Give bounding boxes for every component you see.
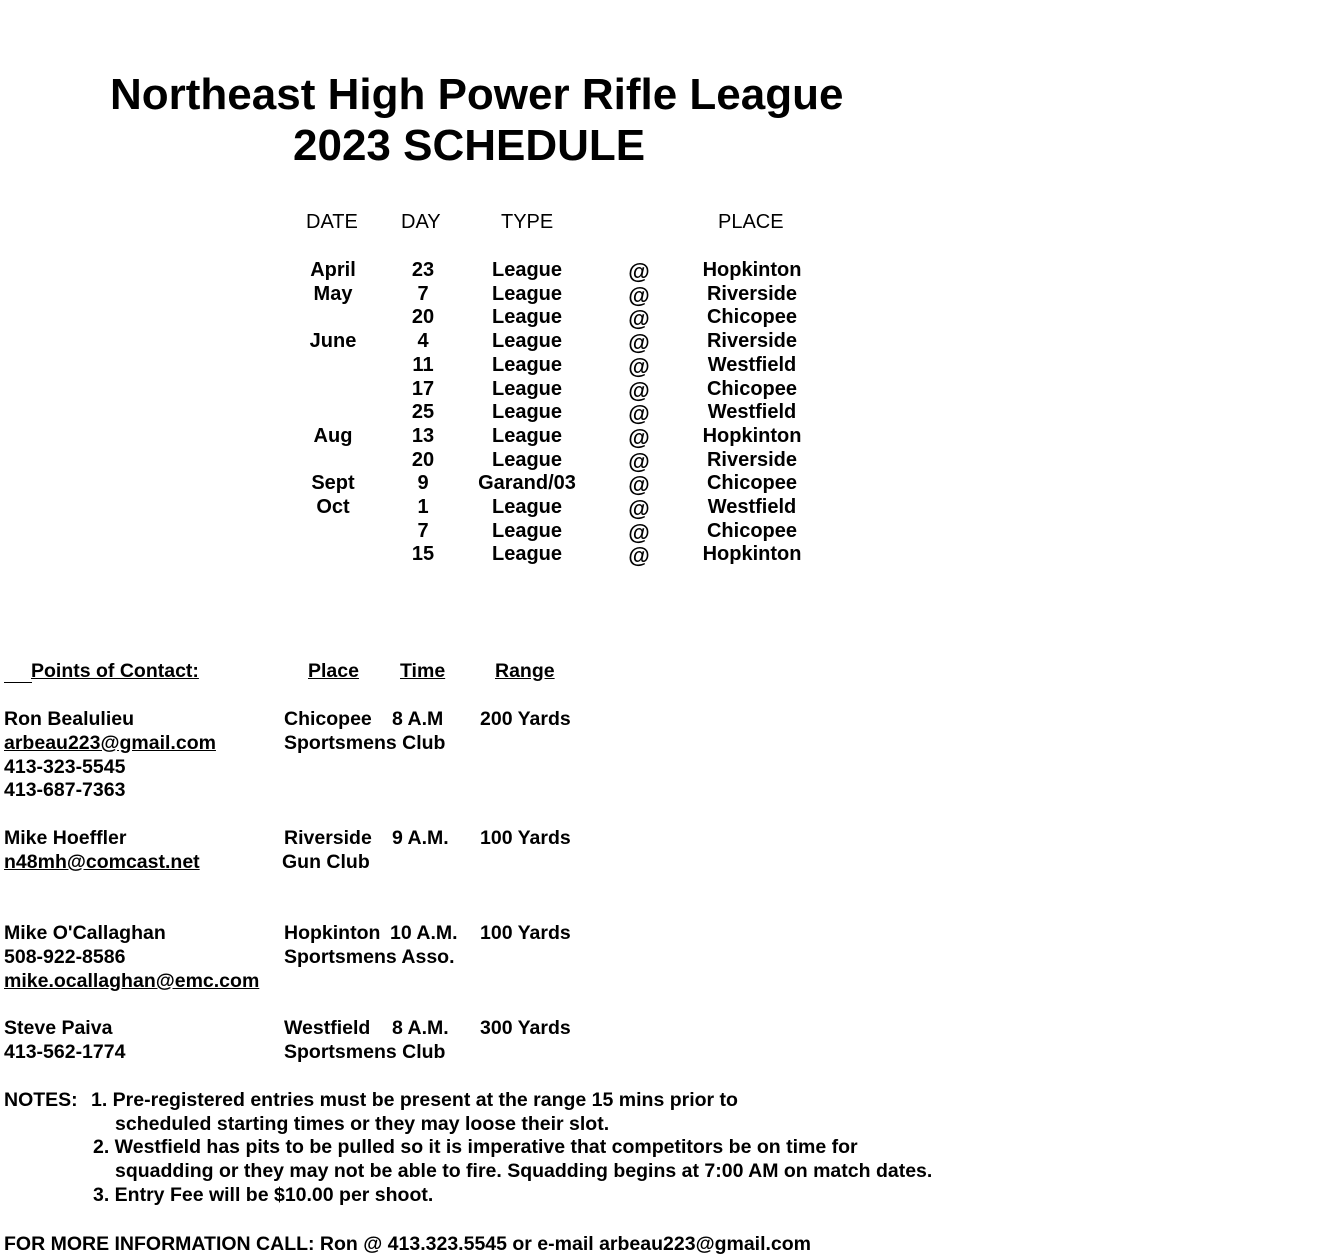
- schedule-month: Oct: [316, 496, 350, 518]
- schedule-month: May: [313, 282, 353, 305]
- contact-place: Westfield: [284, 1017, 371, 1039]
- contact-place-club: Sportsmens Asso.: [284, 946, 455, 968]
- header-day: DAY: [401, 211, 441, 233]
- schedule-type: League: [491, 259, 563, 281]
- contact-time: 8 A.M.: [392, 1017, 449, 1039]
- schedule-at: @: [628, 353, 650, 379]
- contact-time: 10 A.M.: [390, 922, 458, 944]
- header-points-of-contact: Points of Contact:: [31, 660, 199, 682]
- contact-email-link[interactable]: arbeau223@gmail.com: [4, 732, 216, 754]
- schedule-at: @: [628, 519, 650, 545]
- schedule-type: League: [491, 306, 563, 329]
- note-item-2-cont: squadding or they may not be able to fire. Squadding begins at 7:00 AM on match dates.: [115, 1160, 933, 1182]
- schedule-place: Westfield: [707, 496, 797, 518]
- schedule-place: Hopkinton: [702, 259, 802, 281]
- schedule-day: 7: [417, 519, 429, 542]
- schedule-place: Chicopee: [706, 377, 798, 400]
- schedule-place: Hopkinton: [702, 543, 802, 566]
- header-type: TYPE: [501, 211, 554, 233]
- schedule-type: League: [491, 543, 563, 566]
- schedule-month: April: [310, 259, 356, 281]
- contact-time: 9 A.M.: [392, 827, 449, 849]
- schedule-type: League: [491, 519, 563, 542]
- contact-time: 8 A.M: [392, 708, 444, 730]
- page-title: Northeast High Power Rifle League: [110, 70, 844, 119]
- schedule-at: @: [628, 259, 650, 284]
- schedule-type: League: [491, 282, 563, 305]
- page-subtitle: 2023 SCHEDULE: [293, 121, 646, 170]
- schedule-place: Chicopee: [706, 472, 798, 495]
- schedule-place: Chicopee: [706, 306, 798, 329]
- notes-label: NOTES:: [4, 1089, 78, 1111]
- schedule-type: Garand/03: [478, 472, 576, 495]
- schedule-day: 4: [417, 330, 429, 353]
- contact-phone: 413-562-1774: [4, 1041, 126, 1063]
- schedule-at: @: [628, 282, 650, 308]
- contact-range: 200 Yards: [480, 708, 571, 730]
- schedule-type: League: [491, 353, 563, 376]
- header-underline-lead: [4, 682, 32, 683]
- contact-email-link[interactable]: mike.ocallaghan@emc.com: [4, 970, 260, 992]
- schedule-at: @: [628, 472, 650, 498]
- contact-phone: 413-323-5545: [4, 756, 126, 778]
- header-contact-place: Place: [308, 660, 359, 682]
- contact-name: Mike O'Callaghan: [4, 922, 166, 944]
- contact-place: Hopkinton: [284, 922, 381, 944]
- schedule-day: 20: [411, 306, 435, 329]
- schedule-type: League: [491, 401, 563, 424]
- schedule-place: Riverside: [706, 448, 798, 471]
- contact-place: Riverside: [284, 827, 372, 849]
- contact-name: Ron Bealulieu: [4, 708, 135, 730]
- footer-contact-info: FOR MORE INFORMATION CALL: Ron @ 413.323.5545 or e-mail arbeau223@gmail.com: [4, 1233, 812, 1255]
- schedule-day: 15: [411, 543, 435, 566]
- schedule-day: 20: [411, 448, 435, 471]
- schedule-place: Riverside: [706, 330, 798, 353]
- note-item-2: 2. Westfield has pits to be pulled so it is imperative that competitors be on time for: [93, 1136, 858, 1158]
- schedule-day: 7: [417, 282, 429, 305]
- schedule-place: Chicopee: [706, 519, 798, 542]
- schedule-day: 23: [411, 259, 435, 281]
- note-item-1: 1. Pre-registered entries must be present at the range 15 mins prior to: [91, 1089, 738, 1111]
- schedule-day: 11: [412, 353, 434, 376]
- schedule-type: League: [491, 448, 563, 471]
- schedule-type: League: [491, 377, 563, 400]
- schedule-place: Hopkinton: [702, 424, 802, 447]
- contact-name: Steve Paiva: [4, 1017, 113, 1039]
- schedule-month: Sept: [311, 472, 355, 495]
- note-item-1-cont: scheduled starting times or they may loose their slot.: [115, 1113, 610, 1135]
- schedule-day: 13: [411, 424, 435, 447]
- schedule-month: June: [309, 330, 357, 353]
- schedule-place: Westfield: [707, 401, 797, 424]
- schedule-at: @: [628, 330, 650, 356]
- schedule-at: @: [628, 377, 650, 403]
- schedule-at: @: [628, 448, 650, 474]
- contact-range: 100 Yards: [480, 922, 571, 944]
- contact-email-link[interactable]: n48mh@comcast.net: [4, 851, 200, 873]
- schedule-at: @: [628, 543, 650, 569]
- header-place: PLACE: [718, 211, 784, 233]
- contact-phone: 413-687-7363: [4, 779, 126, 801]
- schedule-place: Riverside: [706, 282, 798, 305]
- contact-place-club: Sportsmens Club: [284, 1041, 446, 1063]
- contact-place: Chicopee: [284, 708, 372, 730]
- contact-range: 100 Yards: [480, 827, 571, 849]
- schedule-day: 1: [417, 496, 429, 518]
- header-contact-time: Time: [400, 660, 446, 682]
- schedule-day: 17: [411, 377, 435, 400]
- schedule-month: Aug: [313, 424, 353, 447]
- schedule-type: League: [491, 424, 563, 447]
- schedule-day: 9: [417, 472, 429, 495]
- schedule-at: @: [628, 401, 650, 427]
- schedule-place: Westfield: [707, 353, 797, 376]
- header-date: DATE: [306, 211, 358, 233]
- header-contact-range: Range: [495, 660, 555, 682]
- schedule-at: @: [628, 496, 650, 521]
- contact-phone: 508-922-8586: [4, 946, 126, 968]
- contact-range: 300 Yards: [480, 1017, 571, 1039]
- contact-place-club: Gun Club: [282, 851, 370, 873]
- contact-name: Mike Hoeffler: [4, 827, 127, 849]
- note-item-3: 3. Entry Fee will be $10.00 per shoot.: [93, 1184, 434, 1206]
- schedule-type: League: [491, 496, 563, 518]
- schedule-at: @: [628, 306, 650, 332]
- schedule-at: @: [628, 424, 650, 450]
- schedule-day: 25: [411, 401, 435, 424]
- contact-place-club: Sportsmens Club: [284, 732, 446, 754]
- schedule-type: League: [491, 330, 563, 353]
